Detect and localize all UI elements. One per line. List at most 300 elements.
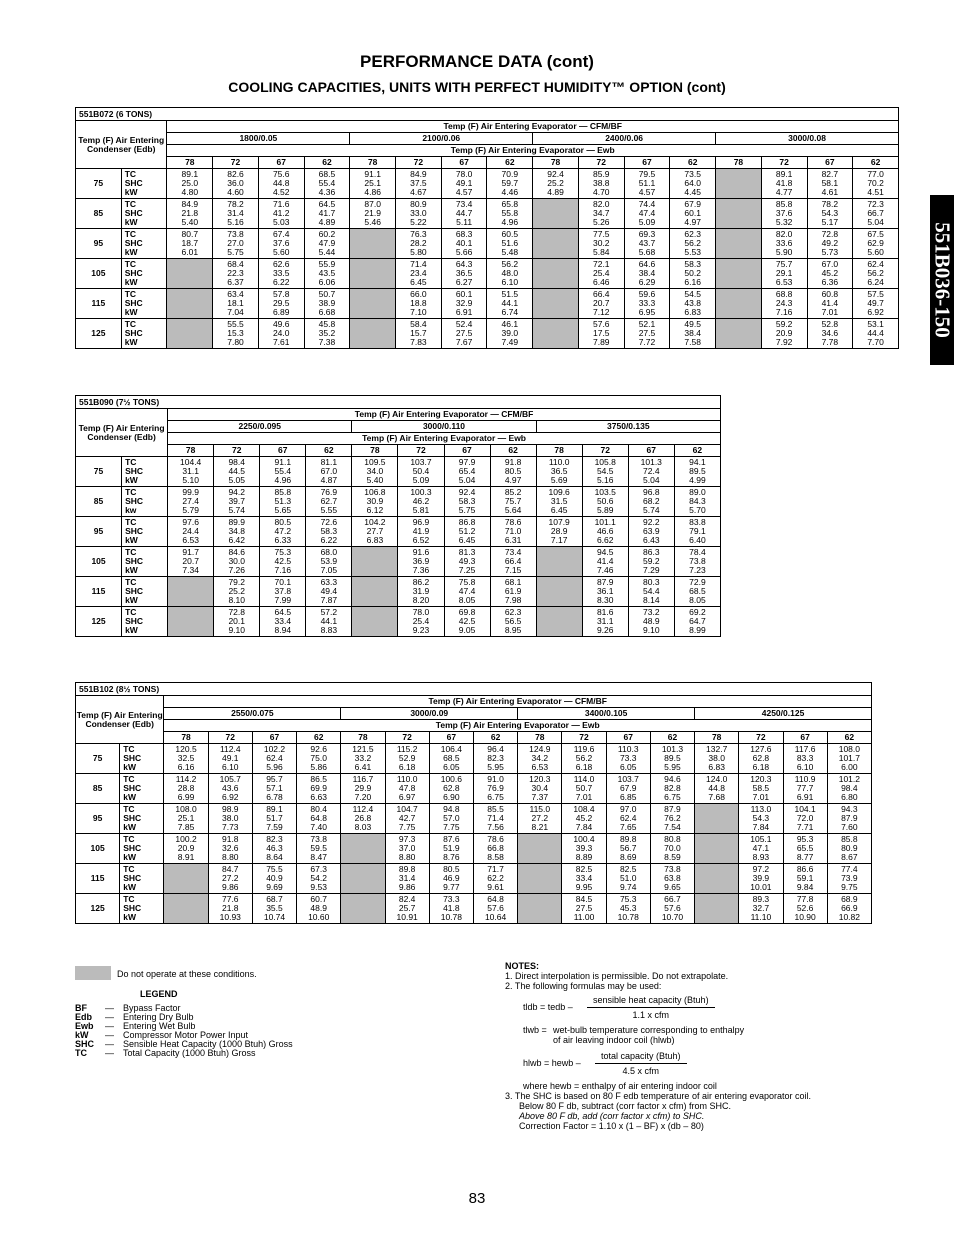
kw-value: 5.48 (501, 247, 519, 257)
tc-value: 55.5 (227, 319, 244, 329)
ewb-value: 78 (164, 732, 208, 744)
shc-value: 27.4 (182, 496, 199, 506)
tc-value: 52.1 (638, 319, 656, 329)
data-cell (304, 319, 350, 349)
data-cell (473, 804, 517, 834)
data-cell (168, 547, 214, 577)
shc-value: 24.4 (182, 526, 199, 536)
kw-value: 5.79 (182, 505, 199, 515)
data-cell (260, 547, 306, 577)
tc-value: 84.5 (575, 894, 593, 904)
kw-value: 8.59 (664, 852, 681, 862)
data-cell (536, 457, 582, 487)
data-cell (208, 774, 252, 804)
kw-value: 6.83 (366, 535, 384, 545)
shc-value: 67.0 (320, 466, 338, 476)
data-cell (429, 834, 473, 864)
ewb-value: 78 (518, 732, 562, 744)
kw-value: 4.96 (274, 475, 292, 485)
edb-value: 115 (76, 577, 122, 607)
kw-value: 6.33 (274, 535, 292, 545)
data-cell (518, 774, 562, 804)
shc-value: 48.9 (310, 903, 327, 913)
data-cell (490, 517, 536, 547)
tc-value: 73.5 (684, 169, 701, 179)
kw-value: 7.89 (592, 337, 610, 347)
tc-value: 94.5 (596, 547, 614, 557)
shc-value: 34.6 (821, 328, 839, 338)
do-not-operate-cell (352, 577, 398, 607)
tc-value: 104.4 (180, 457, 202, 467)
shc-value: 35.5 (266, 903, 283, 913)
data-cell (167, 169, 213, 199)
tc-value: 77.4 (841, 864, 858, 874)
tc-value: 84.9 (181, 199, 199, 209)
kw-value: 10.60 (308, 912, 330, 922)
kw-value: 10.93 (219, 912, 241, 922)
tc-value: 60.8 (821, 289, 839, 299)
tc-value: 64.8 (487, 894, 504, 904)
data-cell (297, 834, 341, 864)
data-cell (260, 577, 306, 607)
shade-note: Do not operate at these conditions. (117, 969, 257, 979)
kw-value: 7.10 (410, 307, 427, 317)
data-cell (208, 894, 252, 924)
do-not-operate-cell (167, 259, 213, 289)
data-cell (341, 774, 385, 804)
data-cell (807, 259, 853, 289)
edb-value: 75 (76, 744, 120, 774)
data-cell (487, 259, 533, 289)
data-cell (306, 607, 352, 637)
tc-value: 104.1 (794, 804, 816, 814)
ewb-value: 62 (827, 732, 871, 744)
tc-value: 78.2 (821, 199, 839, 209)
kw-value: 4.57 (638, 187, 656, 197)
shc-value: 75.0 (310, 753, 327, 763)
tc-value: 69.3 (638, 229, 656, 239)
tc-value: 58.4 (410, 319, 427, 329)
cfm-bf-header: Temp (F) Air Entering Evaporator — CFM/BF (164, 696, 872, 708)
shc-value: 27.2 (531, 813, 549, 823)
data-cell (208, 744, 252, 774)
shc-value: 82.3 (487, 753, 504, 763)
data-cell (164, 744, 208, 774)
tc-value: 80.5 (274, 517, 292, 527)
shc-value: 18.8 (410, 298, 427, 308)
note-3-correction: Correction Factor = 1.10 x (1 – BF) x (db – 80) (519, 1121, 704, 1131)
row-label: SHC (125, 556, 144, 566)
shc-value: 57.6 (664, 903, 681, 913)
row-label: kW (124, 217, 138, 227)
shc-value: 20.9 (177, 843, 195, 853)
do-not-operate-cell (341, 894, 385, 924)
cfm-group-row (76, 708, 872, 720)
kw-value: 6.90 (443, 792, 460, 802)
kw-value: 5.04 (643, 475, 660, 485)
data-cell (304, 259, 350, 289)
tc-value: 78.6 (487, 834, 504, 844)
data-cell (783, 894, 827, 924)
tc-value: 84.7 (221, 864, 239, 874)
shc-value: 77.7 (796, 783, 814, 793)
kw-value: 10.74 (263, 912, 286, 922)
tc-value: 105.1 (750, 834, 772, 844)
shc-value: 27.0 (227, 238, 244, 248)
data-cell (260, 457, 306, 487)
tc-value: 75.8 (458, 577, 476, 587)
shc-value: 64.0 (684, 178, 701, 188)
kw-value: 7.40 (310, 822, 327, 832)
tc-value: 63.3 (320, 577, 338, 587)
shc-value: 34.2 (531, 753, 549, 763)
shc-value: 47.1 (752, 843, 770, 853)
do-not-operate-cell (533, 199, 579, 229)
tc-value: 68.5 (318, 169, 336, 179)
kw-value: 8.95 (504, 625, 522, 635)
kw-value: 7.65 (619, 822, 637, 832)
ewb-header-row (76, 145, 899, 157)
shc-value: 35.2 (318, 328, 336, 338)
do-not-operate-cell (350, 229, 396, 259)
tc-value: 79.5 (638, 169, 656, 179)
tc-value: 50.7 (318, 289, 336, 299)
tc-value: 105.7 (219, 774, 241, 784)
shc-value: 39.7 (228, 496, 245, 506)
ewb-value: 78 (341, 732, 385, 744)
row-labels (122, 577, 168, 607)
tc-value: 103.5 (594, 487, 616, 497)
table-row (76, 744, 872, 774)
tc-value: 106.8 (364, 487, 386, 497)
ewb-value: 62 (490, 445, 536, 457)
data-cell (582, 457, 628, 487)
tc-value: 68.4 (227, 259, 244, 269)
kw-value: 6.46 (592, 277, 610, 287)
row-label: SHC (123, 903, 142, 913)
ewb-value: 78 (533, 157, 579, 169)
kw-value: 5.55 (320, 505, 338, 515)
kw-value: 7.72 (638, 337, 656, 347)
kw-value: 4.99 (689, 475, 706, 485)
data-cell (304, 199, 350, 229)
kw-value: 4.97 (684, 217, 701, 227)
data-cell (490, 487, 536, 517)
shc-value: 80.9 (841, 843, 858, 853)
shc-value: 43.5 (318, 268, 336, 278)
data-cell (350, 169, 396, 199)
tc-value: 59.6 (638, 289, 656, 299)
data-cell (827, 744, 871, 774)
kw-value: 6.45 (458, 535, 476, 545)
shc-value: 24.3 (775, 298, 793, 308)
kw-value: 5.10 (182, 475, 199, 485)
data-cell (827, 864, 871, 894)
shc-value: 54.2 (310, 873, 327, 883)
tc-value: 80.8 (664, 834, 681, 844)
kw-value: 6.45 (550, 505, 568, 515)
shc-value: 25.2 (228, 586, 245, 596)
kw-value: 7.15 (504, 565, 522, 575)
kw-value: 9.86 (398, 882, 416, 892)
legend-item: TC — Total Capacity (1000 Btuh) Gross (75, 1048, 256, 1058)
kw-value: 8.77 (796, 852, 814, 862)
do-not-operate-cell (536, 577, 582, 607)
table-row (76, 199, 899, 229)
data-cell (258, 199, 304, 229)
shc-value: 55.8 (501, 208, 519, 218)
do-not-operate-cell (352, 607, 398, 637)
tc-value: 78.6 (504, 517, 522, 527)
kw-value: 6.80 (841, 792, 858, 802)
row-labels (121, 319, 167, 349)
shc-value: 39.3 (575, 843, 593, 853)
shc-value: 66.8 (487, 843, 504, 853)
shc-value: 45.2 (821, 268, 839, 278)
table-row (76, 577, 721, 607)
data-cell (252, 864, 296, 894)
table-row (76, 169, 899, 199)
tc-value: 66.0 (410, 289, 427, 299)
do-not-operate-cell (164, 864, 208, 894)
tc-value: 87.9 (596, 577, 614, 587)
table-title: 551B072 (6 TONS) (76, 108, 899, 121)
tc-value: 57.5 (867, 289, 884, 299)
tc-value: 68.0 (320, 547, 338, 557)
data-cell (260, 487, 306, 517)
shc-value: 15.3 (227, 328, 244, 338)
do-not-operate-cell (716, 169, 762, 199)
row-label: TC (123, 894, 135, 904)
shc-value: 26.8 (354, 813, 372, 823)
tc-value: 100.2 (175, 834, 197, 844)
data-cell (213, 229, 259, 259)
tc-value: 57.6 (592, 319, 610, 329)
tc-value: 52.8 (821, 319, 839, 329)
shc-value: 36.5 (550, 466, 568, 476)
shc-value: 33.0 (410, 208, 427, 218)
shc-value: 27.5 (455, 328, 473, 338)
kw-value: 9.77 (443, 882, 460, 892)
tc-value: 66.7 (664, 894, 681, 904)
data-cell (258, 259, 304, 289)
tc-value: 101.1 (594, 517, 616, 527)
tc-value: 104.2 (364, 517, 386, 527)
ewb-value: 67 (429, 732, 473, 744)
kw-value: 4.86 (364, 187, 381, 197)
ewb-value: 62 (853, 157, 899, 169)
row-labels (120, 744, 164, 774)
ewb-header-row (76, 433, 721, 445)
kw-value: 8.76 (443, 852, 460, 862)
kw-value: 6.85 (619, 792, 637, 802)
kw-value: 9.86 (221, 882, 239, 892)
ewb-value: 62 (670, 157, 716, 169)
shc-value: 43.8 (684, 298, 701, 308)
data-cell (306, 457, 352, 487)
edb-value: 115 (76, 864, 120, 894)
tc-value: 51.5 (501, 289, 519, 299)
shc-value: 15.7 (410, 328, 427, 338)
shc-value: 66.7 (867, 208, 884, 218)
shc-value: 37.0 (398, 843, 416, 853)
tc-value: 75.3 (274, 547, 292, 557)
shc-value: 20.7 (182, 556, 199, 566)
tc-value: 100.4 (573, 834, 595, 844)
shc-value: 59.7 (501, 178, 519, 188)
kw-value: 4.80 (181, 187, 199, 197)
kw-value: 7.54 (664, 822, 681, 832)
data-cell (396, 169, 442, 199)
kw-value: 6.41 (354, 762, 372, 772)
shc-value: 43.6 (221, 783, 239, 793)
data-cell (536, 517, 582, 547)
tc-value: 72.1 (592, 259, 610, 269)
shc-value: 80.5 (504, 466, 522, 476)
shc-value: 69.9 (310, 783, 327, 793)
tc-value: 57.2 (320, 607, 338, 617)
data-cell (297, 894, 341, 924)
row-label: kW (123, 792, 136, 802)
kw-value: 10.82 (838, 912, 860, 922)
do-not-operate-cell (167, 319, 213, 349)
data-cell (783, 834, 827, 864)
tc-value: 69.8 (458, 607, 476, 617)
tc-value: 91.0 (487, 774, 504, 784)
data-cell (168, 457, 214, 487)
shc-value: 28.9 (550, 526, 568, 536)
row-label: TC (124, 259, 137, 269)
data-cell (487, 199, 533, 229)
data-cell (761, 289, 807, 319)
kw-value: 5.09 (412, 475, 430, 485)
shc-value: 29.5 (272, 298, 290, 308)
do-not-operate-cell (350, 319, 396, 349)
data-cell (473, 834, 517, 864)
kw-value: 10.91 (396, 912, 418, 922)
kw-value: 5.90 (775, 247, 793, 257)
table-title-row (76, 396, 721, 409)
shc-value: 45.3 (619, 903, 637, 913)
shc-value: 27.7 (366, 526, 384, 536)
ewb-value: 78 (168, 445, 214, 457)
shc-value: 33.5 (272, 268, 290, 278)
data-cell (213, 289, 259, 319)
kw-value: 6.78 (266, 792, 283, 802)
tc-value: 60.2 (318, 229, 336, 239)
kw-value: 10.78 (617, 912, 639, 922)
kw-value: 6.91 (455, 307, 473, 317)
data-cell (606, 864, 650, 894)
performance-table-551b102 (75, 682, 872, 924)
data-cell (807, 289, 853, 319)
tc-value: 71.7 (487, 864, 504, 874)
tc-value: 86.5 (310, 774, 327, 784)
tc-value: 107.9 (548, 517, 570, 527)
shc-value: 33.3 (638, 298, 656, 308)
ewb-value: 72 (385, 732, 429, 744)
legend-item: SHC — Sensible Heat Capacity (1000 Btuh) Gross (75, 1039, 293, 1049)
data-cell (650, 894, 694, 924)
kw-value: 6.40 (689, 535, 706, 545)
data-cell (164, 834, 208, 864)
row-label: TC (125, 547, 137, 557)
shc-value: 46.3 (266, 843, 283, 853)
tc-value: 72.3 (867, 199, 884, 209)
table-row (76, 774, 872, 804)
shc-value: 50.7 (575, 783, 593, 793)
tc-value: 114.0 (573, 774, 595, 784)
data-cell (606, 834, 650, 864)
data-cell (441, 319, 487, 349)
tc-value: 77.8 (796, 894, 814, 904)
kw-value: 7.20 (354, 792, 372, 802)
do-not-operate-cell (533, 229, 579, 259)
cfm-group-header: 2100/0.06 (350, 133, 533, 145)
shc-value: 36.9 (412, 556, 430, 566)
data-cell (214, 547, 260, 577)
do-not-operate-cell (518, 894, 562, 924)
tc-value: 62.3 (504, 607, 522, 617)
kw-value: 5.96 (266, 762, 283, 772)
data-cell (578, 319, 624, 349)
tc-value: 76.3 (410, 229, 427, 239)
tc-value: 89.0 (689, 487, 706, 497)
ewb-value: 62 (473, 732, 517, 744)
kw-value: 8.05 (689, 595, 706, 605)
table-title-row (76, 683, 872, 696)
kw-value: 8.03 (354, 822, 372, 832)
data-cell (674, 487, 720, 517)
ewb-value: 72 (761, 157, 807, 169)
kw-value: 9.65 (664, 882, 681, 892)
kw-value: 7.01 (752, 792, 770, 802)
shc-value: 58.1 (821, 178, 839, 188)
data-cell (444, 517, 490, 547)
tc-value: 97.9 (458, 457, 476, 467)
shc-value: 25.4 (592, 268, 610, 278)
data-cell (650, 774, 694, 804)
data-cell (258, 229, 304, 259)
row-label: TC (124, 199, 137, 209)
tc-value: 62.4 (867, 259, 884, 269)
shc-value: 25.1 (364, 178, 381, 188)
data-cell (624, 319, 670, 349)
ewb-values-row (76, 445, 721, 457)
shc-value: 43.7 (638, 238, 656, 248)
kw-value: 5.95 (664, 762, 681, 772)
notes-heading: NOTES: (505, 961, 540, 971)
kw-value: 7.25 (458, 565, 476, 575)
shc-value: 63.9 (643, 526, 660, 536)
data-cell (306, 517, 352, 547)
do-not-operate-cell (716, 289, 762, 319)
data-cell (444, 457, 490, 487)
cfm-group-header: 1800/0.05 (167, 133, 350, 145)
data-cell (341, 744, 385, 774)
shc-value: 56.7 (619, 843, 637, 853)
ewb-value: 67 (807, 157, 853, 169)
formula-hlwb: hlwb = hewb – total capacity (Btuh) 4.5 x cfm (523, 1051, 925, 1077)
kw-value: 7.83 (410, 337, 427, 347)
kw-value: 6.16 (177, 762, 195, 772)
ewb-header: Temp (F) Air Entering Evaporator — Ewb (164, 720, 872, 732)
data-cell (350, 199, 396, 229)
kw-value: 5.04 (867, 217, 884, 227)
shc-value: 32.6 (221, 843, 239, 853)
shc-value: 21.9 (364, 208, 381, 218)
shc-value: 79.1 (689, 526, 706, 536)
